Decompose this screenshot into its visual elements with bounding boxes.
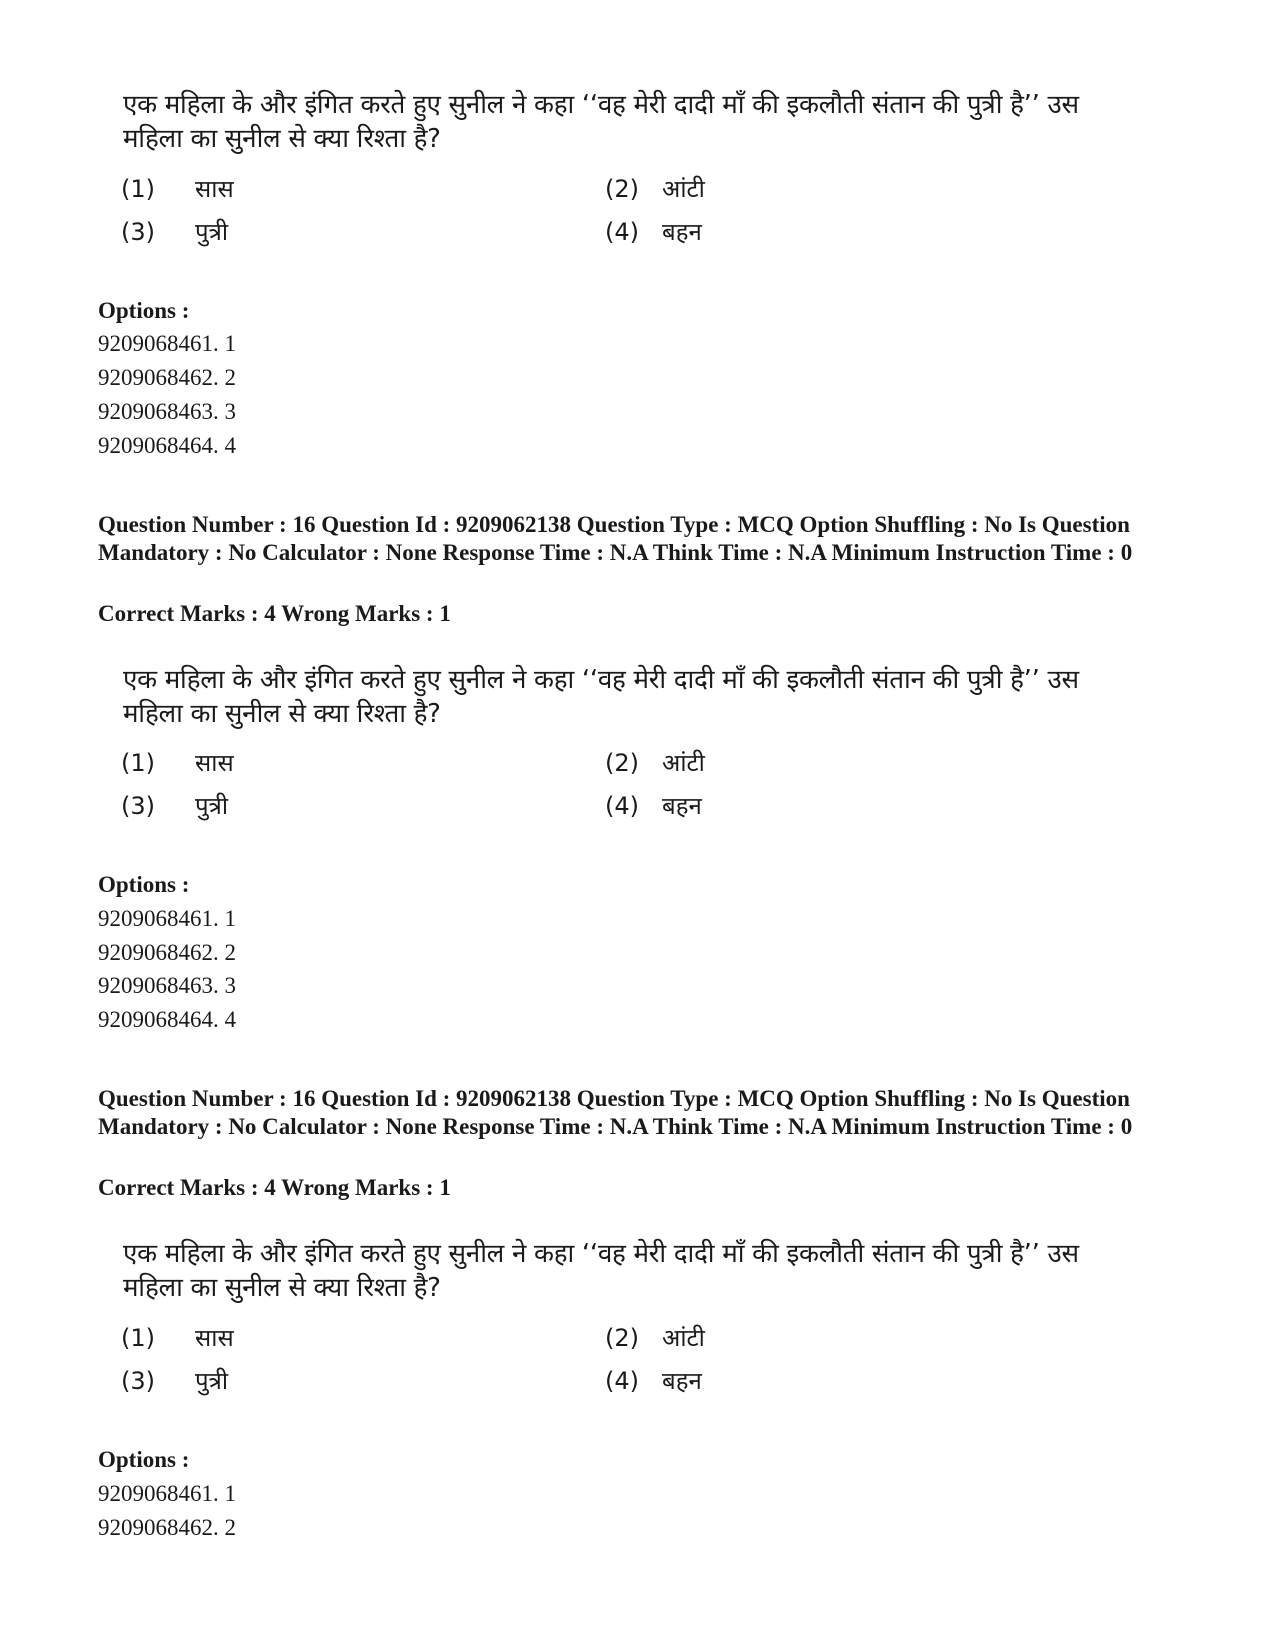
choice-number: (3): [121, 218, 155, 246]
choice-text: पुत्री: [195, 218, 229, 246]
choice-1[interactable]: [121, 174, 234, 204]
marks-line: Correct Marks : 4 Wrong Marks : 1: [98, 1175, 451, 1200]
choice-1[interactable]: [121, 1323, 234, 1353]
choice-number: (1): [121, 1324, 155, 1352]
choice-number: (4): [605, 792, 639, 820]
choice-text: बहन: [662, 218, 702, 246]
choice-text: पुत्री: [195, 792, 229, 820]
option-id-line: 9209068463. 3: [98, 399, 236, 424]
option-id-line: 9209068464. 4: [98, 433, 236, 458]
choice-text: आंटी: [662, 1324, 705, 1352]
choice-3[interactable]: [121, 217, 228, 247]
choice-1[interactable]: [121, 748, 234, 778]
choice-number: (1): [121, 749, 155, 777]
marks-line: Correct Marks : 4 Wrong Marks : 1: [98, 601, 451, 626]
option-id-line: 9209068464. 4: [98, 1007, 236, 1032]
option-id-line: 9209068461. 1: [98, 906, 236, 931]
choice-number: (3): [121, 792, 155, 820]
question-meta: Question Number : 16 Question Id : 9209062138 Question Type : MCQ Option Shuffling : No Is Question Mandatory : No Calculator : None Response Time : N.A Think Time : N.A Minimum Instruction Time : 0: [98, 512, 1133, 565]
choice-4[interactable]: [605, 1366, 702, 1396]
option-id-line: 9209068461. 1: [98, 331, 236, 356]
choice-text: सास: [195, 749, 234, 777]
choice-text: आंटी: [662, 749, 705, 777]
choice-number: (1): [121, 175, 155, 203]
question-meta: Question Number : 16 Question Id : 9209062138 Question Type : MCQ Option Shuffling : No Is Question Mandatory : No Calculator : None Response Time : N.A Think Time : N.A Minimum Instruction Time : 0: [98, 1086, 1133, 1139]
question-text: एक महिला के और इंगित करते हुए सुनील ने कहा ‘‘वह मेरी दादी माँ की इकलौती संतान की पुत्री है’’ उस महिला का सुनील से क्या रिश्ता है?: [123, 90, 1079, 154]
options-heading: Options :: [98, 298, 190, 323]
option-id-line: 9209068462. 2: [98, 365, 236, 390]
choice-text: सास: [195, 1324, 234, 1352]
question-text: एक महिला के और इंगित करते हुए सुनील ने कहा ‘‘वह मेरी दादी माँ की इकलौती संतान की पुत्री है’’ उस महिला का सुनील से क्या रिश्ता है?: [123, 1239, 1079, 1303]
choice-text: आंटी: [662, 175, 705, 203]
choice-2[interactable]: [605, 1323, 705, 1353]
choice-text: पुत्री: [195, 1367, 229, 1395]
choice-4[interactable]: [605, 791, 702, 821]
choice-text: सास: [195, 175, 234, 203]
choice-number: (2): [605, 175, 639, 203]
choice-number: (2): [605, 749, 639, 777]
options-heading: Options :: [98, 1447, 190, 1472]
question-text: एक महिला के और इंगित करते हुए सुनील ने कहा ‘‘वह मेरी दादी माँ की इकलौती संतान की पुत्री है’’ उस महिला का सुनील से क्या रिश्ता है?: [123, 665, 1079, 729]
choice-number: (4): [605, 218, 639, 246]
choice-text: बहन: [662, 1367, 702, 1395]
choice-2[interactable]: [605, 748, 705, 778]
choice-number: (2): [605, 1324, 639, 1352]
choice-4[interactable]: [605, 217, 702, 247]
option-id-line: 9209068463. 3: [98, 973, 236, 998]
choice-number: (4): [605, 1367, 639, 1395]
option-id-line: 9209068462. 2: [98, 940, 236, 965]
option-id-line: 9209068462. 2: [98, 1515, 236, 1540]
choice-3[interactable]: [121, 1366, 228, 1396]
choice-number: (3): [121, 1367, 155, 1395]
choice-text: बहन: [662, 792, 702, 820]
choice-3[interactable]: [121, 791, 228, 821]
option-id-line: 9209068461. 1: [98, 1481, 236, 1506]
choice-2[interactable]: [605, 174, 705, 204]
options-heading: Options :: [98, 872, 190, 897]
